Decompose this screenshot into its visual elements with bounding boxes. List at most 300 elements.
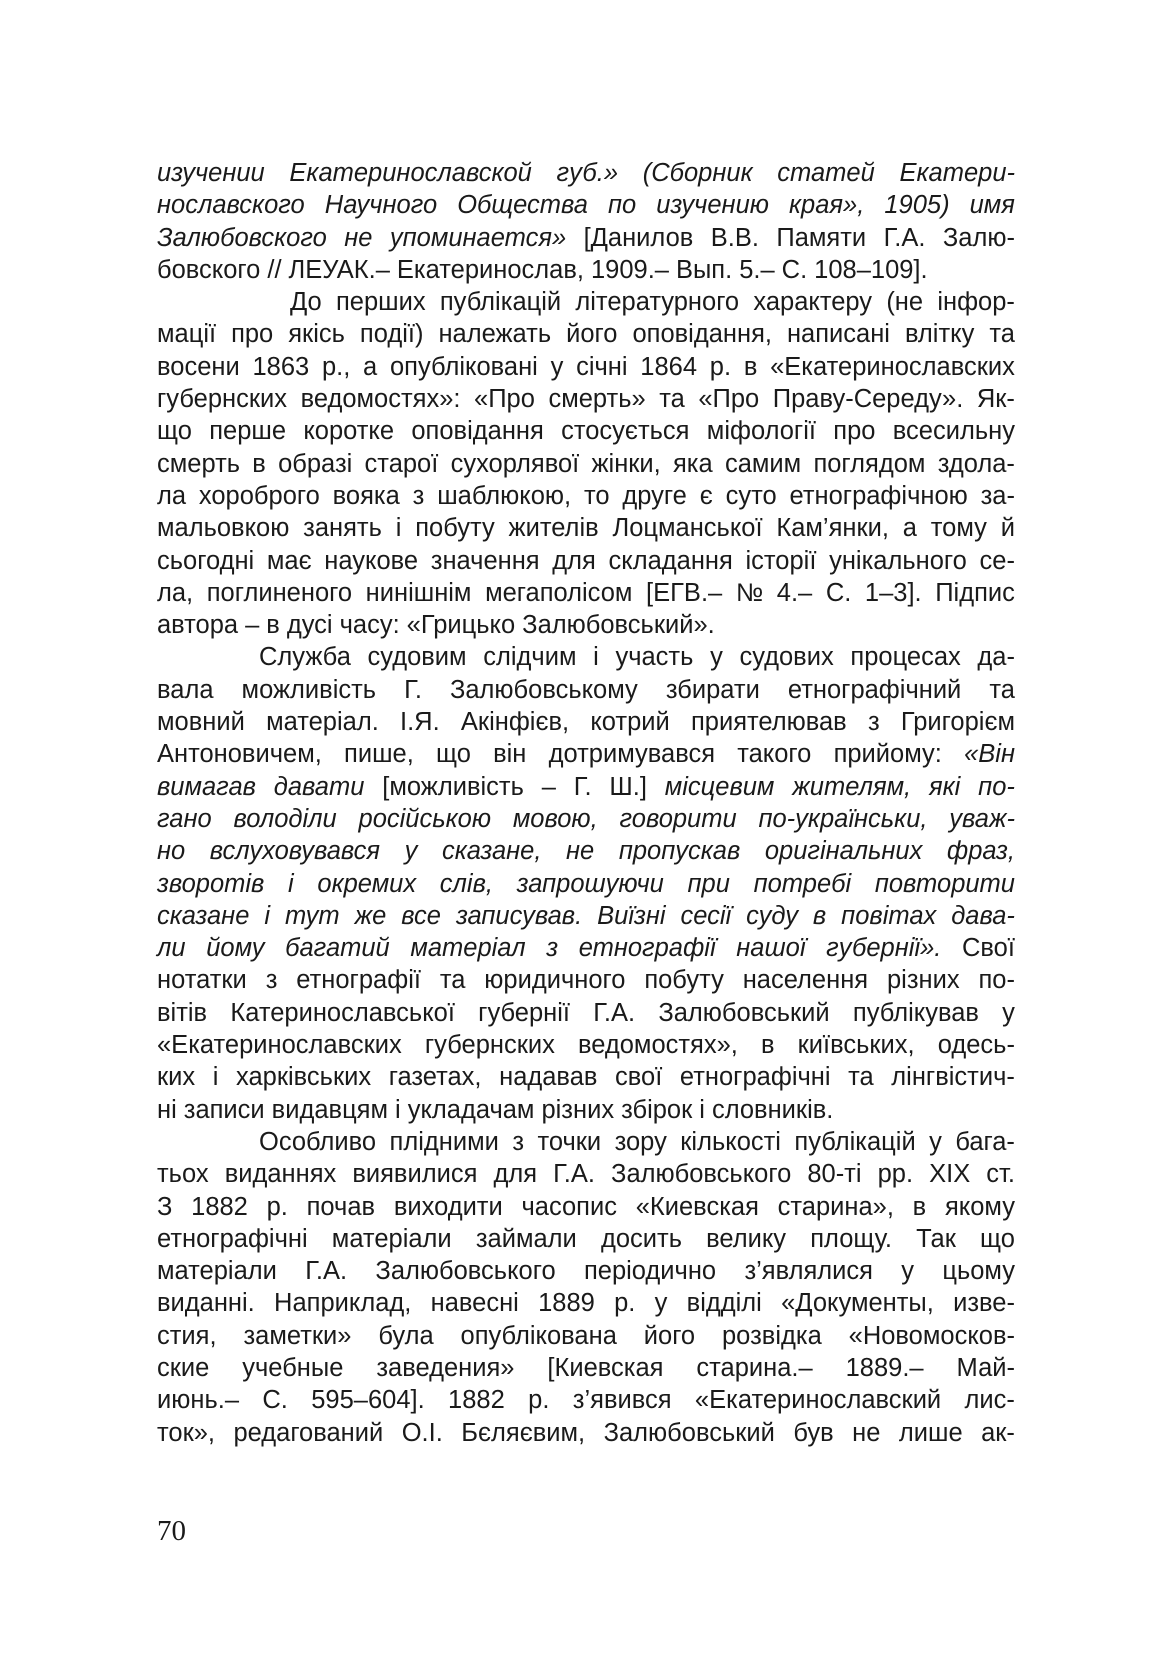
word: етнографії	[578, 934, 716, 963]
word: Залюбовський».	[522, 611, 715, 640]
text-line	[157, 1191, 1015, 1223]
word: судових	[739, 643, 834, 672]
word: мації	[157, 320, 217, 349]
word: р.	[614, 1289, 636, 1318]
word: що	[157, 417, 192, 446]
word: Ш.]	[609, 772, 647, 801]
word: занять	[303, 514, 382, 543]
word: «Екатеринославский	[694, 1386, 942, 1415]
text-line	[157, 609, 1015, 641]
text-line	[157, 480, 1015, 512]
word: мальовкою	[157, 514, 290, 543]
word: Г.А.	[553, 1160, 595, 1189]
text-line	[157, 189, 1015, 221]
word: ла	[157, 481, 187, 510]
word: літературного	[575, 288, 740, 317]
word: влітку	[904, 320, 975, 349]
word: в	[760, 1031, 775, 1060]
word: що	[980, 1224, 1015, 1253]
word: етнографічні	[157, 1224, 308, 1253]
word: вслуховувався	[209, 837, 381, 866]
word: сесії	[680, 901, 732, 930]
word: з	[867, 708, 880, 737]
word: з	[265, 966, 278, 995]
word: старина.–	[696, 1353, 813, 1382]
word: різних	[541, 1095, 615, 1124]
word: володіли	[233, 804, 337, 833]
word: упоминается»	[389, 223, 567, 252]
word: населення	[742, 966, 869, 995]
word: ведомостях»:	[300, 385, 461, 414]
word: значення	[430, 546, 540, 575]
word: бовского	[157, 255, 261, 284]
text-line	[157, 835, 1015, 867]
word: р.	[528, 1386, 550, 1415]
word: [ЕГВ.–	[646, 578, 723, 607]
word: для	[552, 546, 596, 575]
text-line	[157, 1384, 1015, 1416]
word: здола-	[937, 449, 1015, 478]
word: рр.	[877, 1160, 914, 1189]
word: оригінальних	[764, 837, 923, 866]
word: з’являлися	[744, 1257, 873, 1286]
word: надавав	[499, 1063, 598, 1092]
word: Свої	[961, 934, 1015, 963]
word: хороброго	[198, 481, 320, 510]
word: суду	[746, 901, 798, 930]
word: Общества	[457, 191, 588, 220]
word: 1909.–	[590, 255, 669, 284]
word: сухорлявої	[450, 449, 580, 478]
word: «Про	[474, 385, 535, 414]
word: Екатеринославской	[289, 159, 532, 187]
word: Г.А.	[593, 998, 636, 1027]
word: слідчим	[483, 643, 577, 672]
word: статей	[777, 159, 875, 187]
word: і	[264, 901, 271, 930]
word: «Екатеринославских	[770, 352, 1015, 381]
word: в	[266, 611, 280, 640]
text-line	[157, 1320, 1015, 1352]
word: коротке	[303, 417, 395, 446]
word: для	[493, 1160, 538, 1189]
word: не	[566, 837, 595, 866]
word: та	[989, 320, 1015, 349]
page-number: 70	[157, 1515, 186, 1547]
word: говорити	[619, 804, 737, 833]
text-line	[157, 1061, 1015, 1093]
text-line	[157, 1352, 1015, 1384]
text-line	[157, 286, 1015, 318]
word: потребі	[753, 869, 852, 898]
word: унікального	[829, 546, 967, 575]
word: «Екатеринославских	[157, 1031, 402, 1060]
word: належать	[438, 320, 552, 349]
word: Памяти	[776, 223, 867, 252]
word: «Грицько	[406, 611, 516, 640]
word: за-	[980, 481, 1015, 510]
word: [Данилов	[583, 223, 694, 252]
word: ак-	[981, 1418, 1015, 1447]
word: котрий	[590, 708, 670, 737]
word: перших	[336, 288, 426, 317]
word: у	[929, 1127, 942, 1156]
word: судовим	[367, 643, 467, 672]
word: Антоновичем,	[157, 740, 322, 769]
word: Г.А.	[883, 223, 926, 252]
word: нинішнім	[365, 578, 472, 607]
word: Залюбовському	[449, 675, 638, 704]
word: є	[699, 481, 713, 510]
word: у	[654, 1289, 668, 1318]
word: що	[436, 740, 471, 769]
word: записував.	[455, 901, 583, 930]
word: і	[395, 514, 402, 543]
word: Екатеринослав,	[396, 255, 584, 284]
word: сказане,	[441, 837, 542, 866]
word: губернії».	[826, 934, 942, 963]
word: зору	[614, 1127, 667, 1156]
word: не	[344, 223, 373, 252]
text-line	[157, 1417, 1015, 1449]
word: старина»,	[777, 1192, 894, 1221]
text-line	[157, 771, 1015, 803]
word: (Сборник	[642, 159, 753, 187]
word: у	[901, 1257, 915, 1286]
word: губернских	[157, 385, 288, 414]
word: тому	[930, 514, 987, 543]
word: же	[354, 901, 387, 930]
word: з	[512, 1127, 525, 1156]
word: 4.–	[776, 578, 813, 607]
word: заметки»	[243, 1321, 352, 1350]
word: тут	[284, 901, 340, 930]
word: виявилися	[352, 1160, 478, 1189]
word: написані	[786, 320, 890, 349]
word: друге	[622, 481, 687, 510]
word: ких	[157, 1063, 196, 1092]
word: яка	[673, 449, 713, 478]
word: і	[288, 869, 294, 898]
word: а	[902, 514, 917, 543]
word: жінки,	[591, 449, 661, 478]
word: Наприклад,	[274, 1289, 412, 1318]
word: якісь	[288, 320, 345, 349]
paragraph-first-publications	[157, 286, 1015, 641]
word: кількості	[680, 1127, 781, 1156]
word: но	[157, 837, 186, 866]
word: «Новомосков-	[848, 1321, 1015, 1350]
word: Катеринославської	[230, 998, 455, 1027]
word: укладачам	[407, 1095, 535, 1124]
word: історії	[745, 546, 817, 575]
word: С.	[262, 1386, 288, 1415]
text-line	[157, 900, 1015, 932]
word: слів,	[439, 869, 493, 898]
word: характеру	[753, 288, 873, 317]
word: газетах,	[388, 1063, 482, 1092]
word: давати	[273, 772, 365, 801]
word: Як-	[976, 385, 1015, 414]
text-line	[157, 706, 1015, 738]
word: ток»,	[157, 1418, 215, 1447]
word: у	[404, 837, 418, 866]
text-line	[157, 1029, 1015, 1061]
word: матеріал.	[266, 708, 379, 737]
word: запрошуючи	[516, 869, 664, 898]
word: поглиненого	[206, 578, 353, 607]
text-line	[157, 577, 1015, 609]
word: 80-ті	[807, 1160, 862, 1189]
word: жителям,	[792, 772, 912, 801]
word: ст.	[986, 1160, 1015, 1189]
word: з	[412, 481, 425, 510]
text-line	[157, 1287, 1015, 1319]
word: займали	[475, 1224, 577, 1253]
word: дава-	[951, 901, 1015, 930]
word: етнографічний	[787, 675, 962, 704]
word: в	[252, 449, 266, 478]
word: можливість	[241, 675, 377, 704]
word: сьогодні	[157, 546, 255, 575]
word: одесь-	[937, 1031, 1015, 1060]
word: края»,	[789, 191, 865, 220]
word: етнографічною	[789, 481, 968, 510]
text-line	[157, 932, 1015, 964]
word: плідними	[389, 1127, 499, 1156]
word: виданнях	[224, 1160, 337, 1189]
word: губ.»	[556, 159, 619, 187]
word: тьох	[157, 1160, 209, 1189]
word: етнографії	[296, 966, 421, 995]
word: інфор-	[937, 288, 1015, 317]
word: вимагав	[157, 772, 256, 801]
word: 1889	[538, 1289, 595, 1318]
word: 1905)	[884, 191, 950, 220]
word: в	[912, 1192, 927, 1221]
word: йому	[206, 934, 265, 963]
word: пропускав	[618, 837, 741, 866]
text-line	[157, 157, 1015, 189]
word: №	[735, 578, 764, 607]
word: по	[607, 191, 637, 220]
word: оповідання	[411, 417, 544, 446]
word: такого	[737, 740, 812, 769]
word: вояка	[332, 481, 400, 510]
word: гано	[157, 804, 212, 833]
word: –	[541, 772, 556, 801]
word: опубліковані	[389, 352, 538, 381]
word: наукове	[324, 546, 419, 575]
word: у	[710, 643, 723, 672]
word: Г.	[573, 772, 592, 801]
word: мегаполісом	[485, 578, 633, 607]
paragraph-publications-1880s	[157, 1126, 1015, 1449]
word: події)	[359, 320, 424, 349]
word: прийому:	[833, 740, 942, 769]
word: виходити	[393, 1192, 503, 1221]
text-line	[157, 222, 1015, 254]
word: був	[793, 1418, 834, 1447]
word: і	[395, 1095, 401, 1124]
word: З	[157, 1192, 173, 1221]
word: які	[928, 772, 961, 801]
word: –	[245, 611, 260, 640]
word: 1882	[191, 1192, 248, 1221]
word: і	[699, 1095, 705, 1124]
word: публікацій	[439, 288, 562, 317]
text-line	[157, 254, 1015, 286]
word: ли	[157, 934, 186, 963]
word: фраз,	[946, 837, 1015, 866]
word: його	[566, 320, 618, 349]
word: дусі	[286, 611, 333, 640]
word: місцевим	[664, 772, 775, 801]
word: суто	[725, 481, 777, 510]
word: автора	[157, 611, 239, 640]
word: 108–109].	[814, 255, 928, 284]
word: Май-	[956, 1353, 1015, 1382]
word: Кам’янки,	[776, 514, 889, 543]
word: старої	[364, 449, 439, 478]
word: Праву-Середу».	[772, 385, 964, 414]
word: та	[848, 1063, 874, 1092]
word: свої	[615, 1063, 663, 1092]
word: лише	[898, 1418, 963, 1447]
word: ЛЕУАК.–	[288, 255, 390, 284]
word: якому	[944, 1192, 1015, 1221]
word: До	[290, 288, 322, 317]
word: стия,	[157, 1321, 217, 1350]
word: XIX	[929, 1160, 971, 1189]
word: «Про	[698, 385, 760, 414]
word: багатий	[285, 934, 390, 963]
word: матеріал	[410, 934, 526, 963]
word: велику	[706, 1224, 787, 1253]
word: ские	[157, 1353, 210, 1382]
word: 1–3].	[864, 578, 922, 607]
word: окремих	[317, 869, 417, 898]
text-line	[157, 383, 1015, 415]
word: нославского	[157, 191, 305, 220]
word: Служба	[259, 643, 351, 672]
word: навесні	[430, 1289, 519, 1318]
word: бага-	[955, 1127, 1015, 1156]
word: Підпис	[935, 578, 1015, 607]
word: //	[267, 255, 282, 284]
word: у	[550, 352, 564, 381]
word: публікацій	[794, 1127, 916, 1156]
word: з’явився	[572, 1386, 672, 1415]
word: Г.А.	[305, 1257, 348, 1286]
word: стосується	[561, 417, 690, 446]
word: ла,	[157, 578, 194, 607]
word: [Киевская	[547, 1353, 664, 1382]
word: збирати	[665, 675, 760, 704]
word: «Він	[964, 740, 1015, 769]
word: мовний	[157, 708, 245, 737]
word: він	[493, 740, 527, 769]
word: повторити	[874, 869, 1015, 898]
word: смерть»	[548, 385, 646, 414]
word: «Киевская	[635, 1192, 759, 1221]
word: ведомостях»,	[577, 1031, 738, 1060]
word: лінгвістич-	[891, 1063, 1015, 1092]
word: і	[212, 1063, 219, 1092]
word: зворотів	[157, 869, 265, 898]
word: часопис	[521, 1192, 617, 1221]
word: Научного	[324, 191, 438, 220]
word: міфології	[706, 417, 816, 446]
word: російською	[358, 804, 492, 833]
word: все	[401, 901, 441, 930]
word: имя	[969, 191, 1015, 220]
word: по-	[978, 772, 1015, 801]
word: приятелював	[690, 708, 847, 737]
word: по-українськи,	[758, 804, 928, 833]
word: має	[266, 546, 312, 575]
word: опублікована	[460, 1321, 617, 1350]
text-line	[157, 448, 1015, 480]
word: площу.	[810, 1224, 892, 1253]
word: відділі	[686, 1289, 762, 1318]
word: р.	[266, 1192, 288, 1221]
word: періодично	[583, 1257, 717, 1286]
word: губернії	[478, 998, 570, 1027]
word: Залюбовського	[611, 1160, 792, 1189]
word: нашої	[736, 934, 806, 963]
word: С.	[781, 255, 808, 284]
word: нотатки	[157, 966, 247, 995]
word: С.	[825, 578, 852, 607]
word: і	[593, 643, 599, 672]
word: почав	[306, 1192, 376, 1221]
word: Залюбовський	[603, 1418, 775, 1447]
paragraph-judicial-service	[157, 641, 1015, 1125]
word: Виїзні	[597, 901, 666, 930]
word: лис-	[964, 1386, 1015, 1415]
word: про	[231, 320, 274, 349]
body-text	[157, 157, 1015, 1449]
word: смерть	[157, 449, 241, 478]
word: Бєляєвим,	[461, 1418, 586, 1447]
word: Г.	[404, 675, 422, 704]
word: його	[643, 1321, 696, 1350]
word: точки	[537, 1127, 602, 1156]
word: юридичного	[484, 966, 626, 995]
word: Залюбовського	[375, 1257, 556, 1286]
text-line	[157, 964, 1015, 996]
word: та	[439, 966, 466, 995]
word: Вып.	[675, 255, 733, 284]
text-line	[157, 512, 1015, 544]
word: Залю-	[942, 223, 1015, 252]
word: збірок	[621, 1095, 693, 1124]
word: 5.–	[739, 255, 775, 284]
word: та	[989, 675, 1015, 704]
text-line	[157, 318, 1015, 350]
word: Залюбовський	[658, 998, 830, 1027]
word: Залюбовского	[157, 223, 327, 252]
word: се-	[979, 546, 1015, 575]
word: процесах	[850, 643, 961, 672]
word: записи	[183, 1095, 265, 1124]
word: була	[378, 1321, 434, 1350]
text-line	[157, 674, 1015, 706]
text-line	[157, 1158, 1015, 1190]
word: побуту	[644, 966, 724, 995]
text-line	[157, 415, 1015, 447]
